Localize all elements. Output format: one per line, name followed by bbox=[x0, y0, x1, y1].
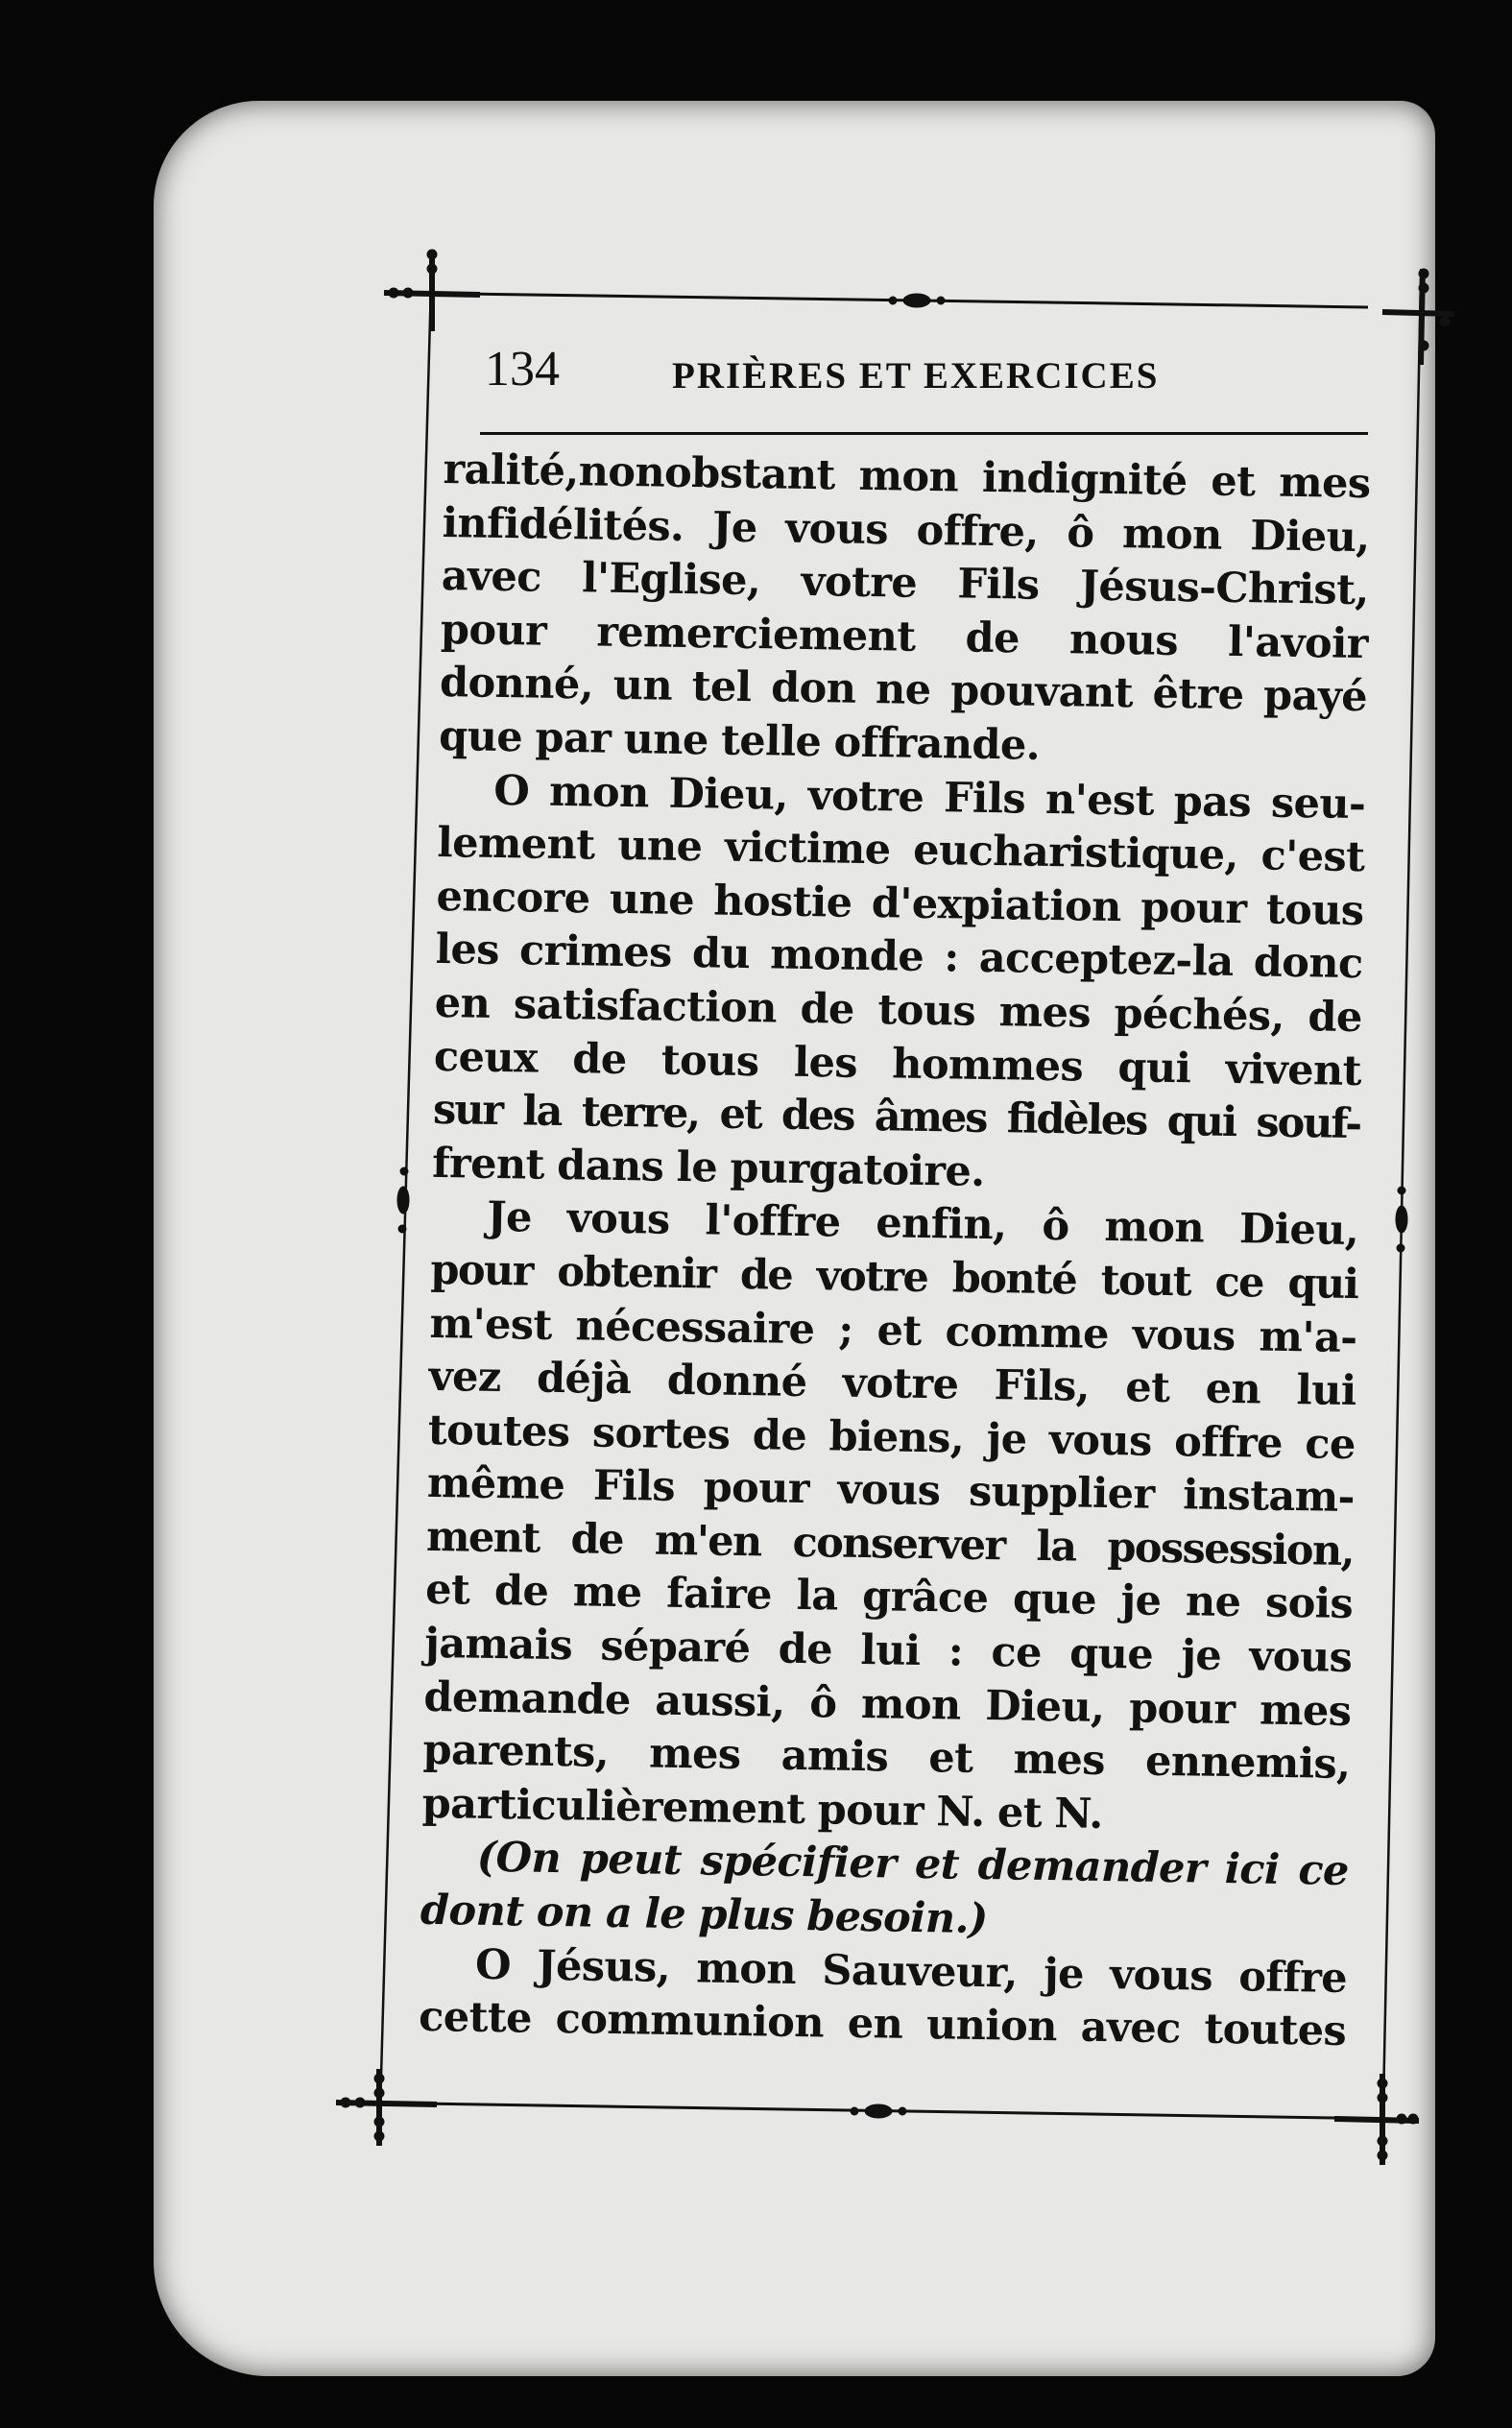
text-line: (On peut spécifier et demander ici ce bbox=[476, 1834, 1350, 1896]
text-line: donné, un tel don ne pouvant être payé bbox=[439, 659, 1368, 722]
text-line: O Jésus, mon Sauveur, je vous offre bbox=[474, 1940, 1348, 2003]
text-line: ceux de tous les hommes qui vivent bbox=[433, 1032, 1362, 1095]
paragraph-3 bbox=[421, 1190, 1358, 1845]
text-line: cette communion en union avec toutes bbox=[418, 1993, 1347, 2056]
running-title: PRIÈRES ET EXERCICES bbox=[672, 355, 1160, 397]
text-line: m'est nécessaire ; et comme vous m'a- bbox=[429, 1299, 1357, 1362]
text-line: vez déjà donné votre Fils, et en lui bbox=[428, 1352, 1357, 1416]
page-header bbox=[485, 341, 1368, 408]
text-line: demande aussi, ô mon Dieu, pour mes bbox=[423, 1672, 1352, 1736]
text-line: dont on a le plus besoin.) bbox=[420, 1886, 989, 1944]
bottom-right-corner-ornament bbox=[1334, 2074, 1419, 2165]
text-line: encore une hostie d'expiation pour tous bbox=[436, 872, 1364, 935]
text-line: sur la terre, et des âmes fidèles qui souf- bbox=[432, 1086, 1361, 1149]
paragraph-1 bbox=[439, 444, 1371, 779]
text-line: infidélités. Je vous offre, ô mon Dieu, bbox=[442, 498, 1370, 562]
text-line: frent dans le purgatoire. bbox=[431, 1139, 985, 1196]
top-left-corner-ornament bbox=[384, 250, 480, 331]
text-line: parents, mes amis et mes ennemis, bbox=[422, 1726, 1351, 1790]
bottom-left-corner-ornament bbox=[336, 2069, 437, 2146]
text-line: particulièrement pour N. et N. bbox=[421, 1779, 1104, 1839]
text-line: que par une telle offrande. bbox=[438, 711, 1041, 770]
text-line: les crimes du monde : acceptez-la donc bbox=[435, 926, 1363, 989]
page-number: 134 bbox=[485, 342, 560, 397]
body-text bbox=[419, 444, 1371, 2059]
text-line: toutes sortes de biens, je vous offre ce bbox=[427, 1406, 1356, 1469]
paragraph-2 bbox=[432, 764, 1366, 1206]
top-right-corner-ornament bbox=[1382, 269, 1454, 365]
text-line: même Fils pour vous supplier instam- bbox=[426, 1459, 1356, 1523]
header-rule bbox=[480, 432, 1368, 435]
text-line: lement une victime eucharistique, c'est bbox=[437, 819, 1365, 882]
italic-note bbox=[420, 1831, 1350, 1952]
text-line: pour obtenir de votre bonté tout ce qui bbox=[430, 1245, 1358, 1309]
text-line: Je vous l'offre enfin, ô mon Dieu, bbox=[486, 1193, 1359, 1256]
text-line: O mon Dieu, votre Fils n'est pas seu- bbox=[492, 766, 1366, 829]
text-line: ralité,nonobstant mon indignité et mes bbox=[443, 445, 1371, 509]
text-line: jamais séparé de lui : ce que je vous bbox=[423, 1619, 1353, 1683]
text-line: pour remerciement de nous l'avoir bbox=[440, 605, 1369, 668]
text-line: ment de m'en conserver la possession, bbox=[425, 1512, 1355, 1575]
text-line: avec l'Eglise, votre Fils Jésus-Christ, bbox=[441, 552, 1370, 615]
paragraph-4 bbox=[419, 1937, 1348, 2058]
text-line: et de me faire la grâce que je ne sois bbox=[424, 1566, 1354, 1629]
text-line: en satisfaction de tous mes péchés, de bbox=[434, 978, 1363, 1043]
